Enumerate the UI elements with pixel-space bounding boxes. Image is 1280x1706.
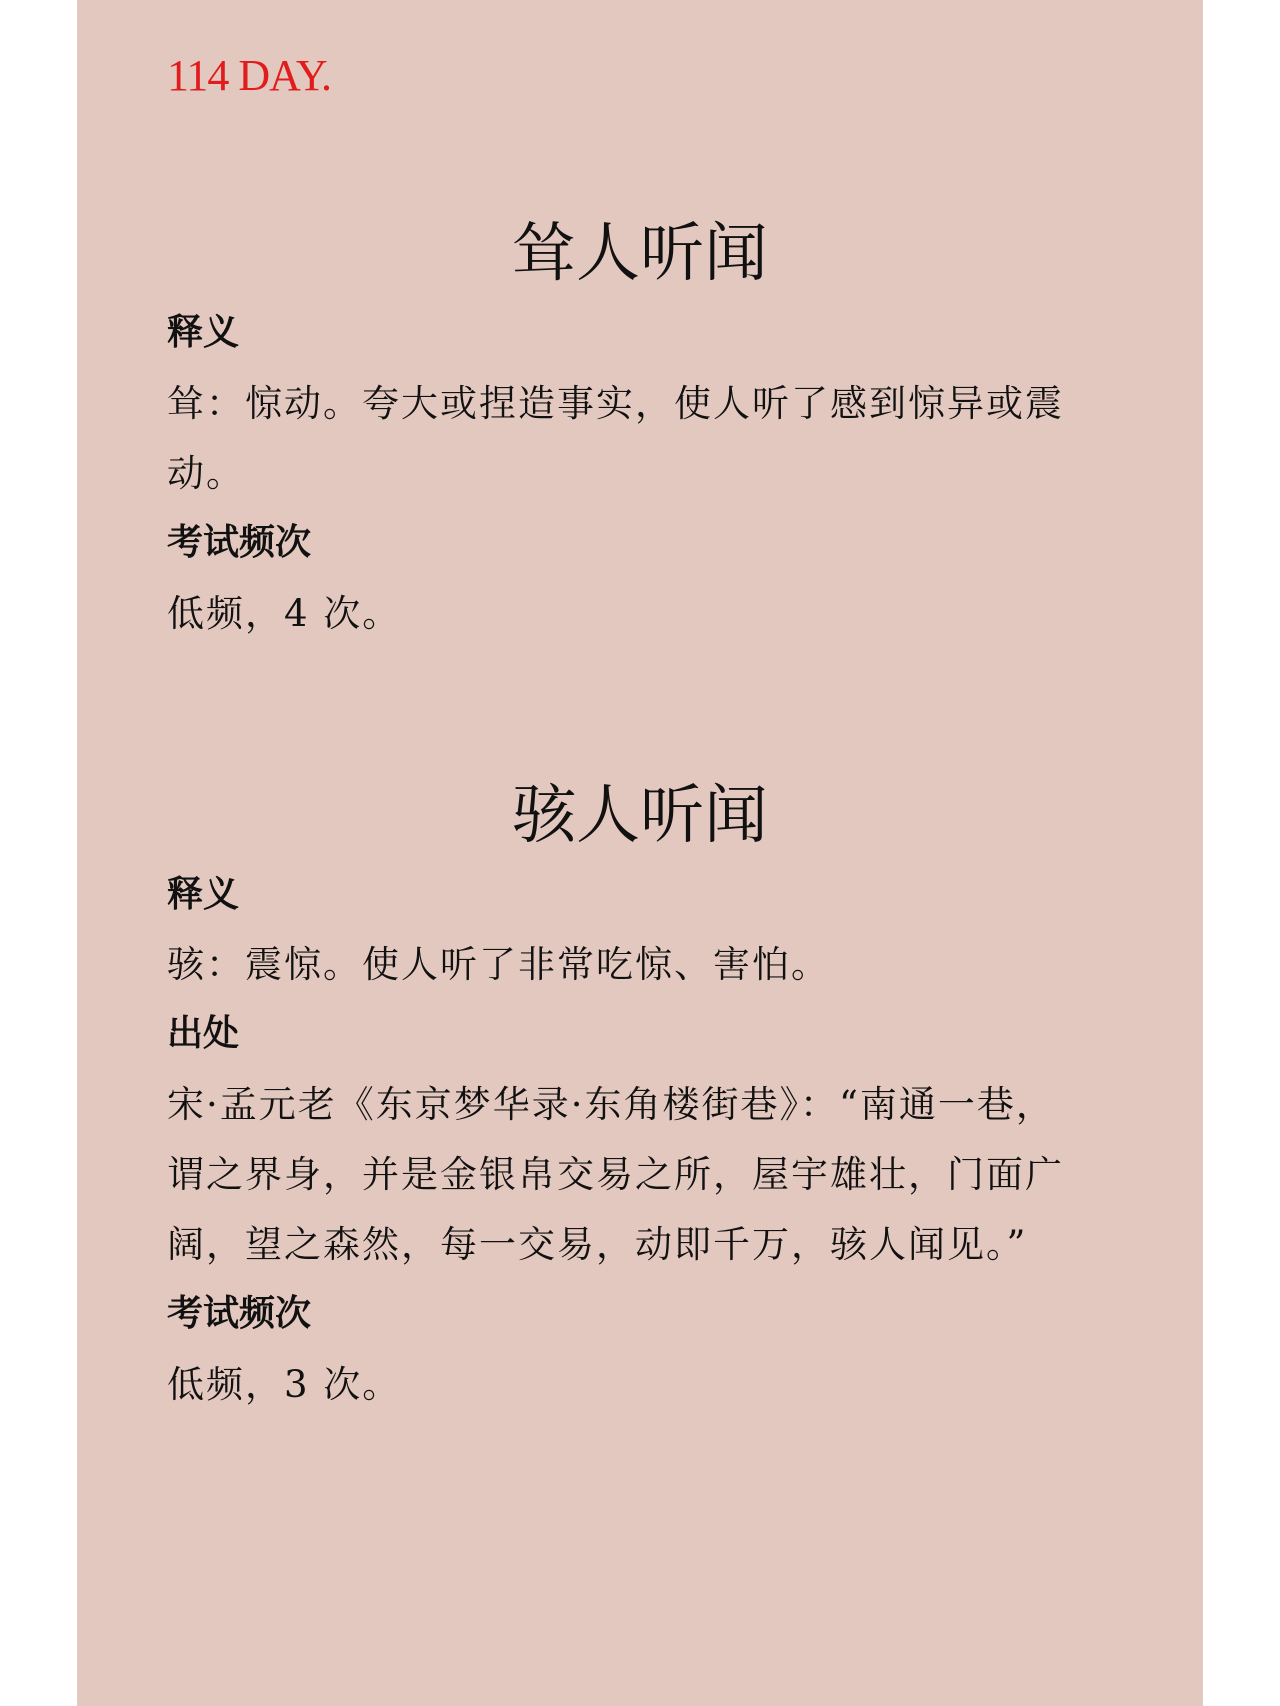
text-line: 阔，望之森然，每一交易，动即千万，骇人闻见。” xyxy=(167,1223,1028,1266)
idiom-title: 骇人听闻 xyxy=(512,779,768,853)
section-label-meaning: 释义 xyxy=(167,311,240,353)
idiom-title: 耸人听闻 xyxy=(512,217,768,291)
text-line: 低频，3 次。 xyxy=(167,1363,402,1406)
meaning-text xyxy=(167,369,1117,509)
text-line: 耸：惊动。夸大或捏造事实，使人听了感到惊异或震 xyxy=(167,382,1064,425)
page-card xyxy=(77,0,1203,1706)
section-label-source: 出处 xyxy=(167,1012,240,1054)
day-label: 114 DAY. xyxy=(167,51,331,100)
text-line: 低频，4 次。 xyxy=(167,592,402,635)
section-label-frequency: 考试频次 xyxy=(167,1292,312,1334)
text-line: 动。 xyxy=(167,452,245,495)
section-label-meaning: 释义 xyxy=(167,873,240,915)
section-label-frequency: 考试频次 xyxy=(167,521,312,563)
frequency-text xyxy=(167,579,1117,649)
text-line: 宋·孟元老《东京梦华录·东角楼街巷》：“南通一巷， xyxy=(167,1083,1055,1126)
meaning-text xyxy=(167,930,1117,1000)
source-text xyxy=(167,1070,1117,1280)
frequency-text xyxy=(167,1350,1117,1420)
text-line: 骇：震惊。使人听了非常吃惊、害怕。 xyxy=(167,943,830,986)
text-line: 谓之界身，并是金银帛交易之所，屋宇雄壮，门面广 xyxy=(167,1153,1064,1196)
